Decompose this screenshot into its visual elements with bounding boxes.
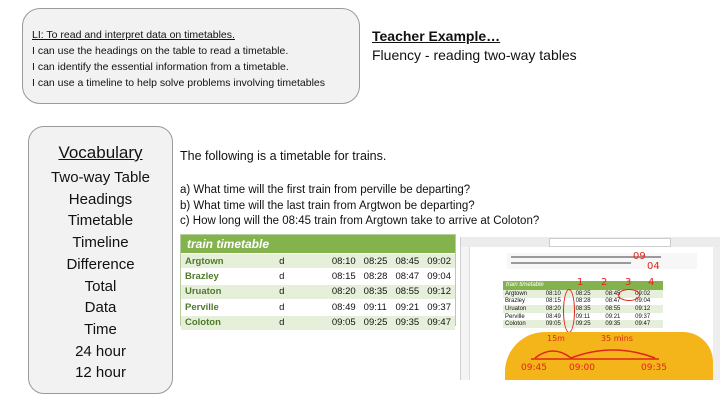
timetable-table [181,253,455,330]
annotation-arc-label: 35 mins [601,334,633,343]
time-cell: 09:02 [423,254,455,269]
screenshot-text-line [511,262,631,264]
vocabulary-item: Headings [68,190,133,208]
station-cell: Perville [181,300,275,315]
vocabulary-title: Vocabulary [58,143,143,162]
vocabulary-item: Timetable [67,212,134,230]
vocabulary-item: Data [84,299,117,317]
vocabulary-item: Time [84,320,117,338]
time-cell: 09:05 [328,315,360,330]
table-row [503,305,663,313]
time-cell: 08:49 [328,300,360,315]
vocabulary-item: Two-way Table [51,169,150,186]
time-cell: 08:25 [360,254,392,269]
station-cell: Argtown [181,254,275,269]
teacher-example-heading [372,27,577,65]
learning-objective-line-2: I can identify the essential information from a timetable. [32,61,289,73]
timetable-title: train timetable [181,235,455,253]
time-cell: 09:04 [423,269,455,284]
learning-objective-box [22,8,360,104]
time-cell: 09:35 [603,320,633,328]
intro-text: The following is a timetable for trains. [180,149,387,163]
learning-objective-line-3: I can use a timeline to help solve problems involving timetables [32,77,325,89]
annotation-arc-label: 15m [547,334,565,343]
table-row [181,254,455,269]
station-cell: Argtown [503,290,544,298]
time-cell: 08:15 [328,269,360,284]
table-row [503,320,663,328]
vocabulary-item: 12 hour [75,364,126,382]
screenshot-question-text [507,253,697,269]
annotated-screenshot [460,237,720,380]
type-cell: d [275,269,328,284]
time-cell: 09:21 [391,300,423,315]
station-cell: Uruaton [181,284,275,299]
time-cell: 08:25 [574,290,604,298]
time-cell: 08:47 [391,269,423,284]
time-cell: 09:47 [633,320,663,328]
vocabulary-box [28,126,173,394]
time-cell: 08:20 [544,305,574,313]
questions-list [180,183,539,230]
table-row [503,298,663,306]
time-cell: 09:25 [574,320,604,328]
type-cell: d [275,284,328,299]
table-row [181,315,455,330]
time-cell: 09:47 [423,315,455,330]
annotation-time: 09:45 [521,363,547,373]
vocabulary-item: Total [84,277,117,295]
annotation-circle [563,289,575,333]
table-row [181,300,455,315]
time-cell: 09:35 [391,315,423,330]
station-cell: Coloton [181,315,275,330]
station-cell: Coloton [503,320,544,328]
type-cell: d [275,315,328,330]
learning-objective-title: LI: To read and interpret data on timetables. [32,29,235,41]
screenshot-browser-tab [549,238,671,247]
time-cell: 08:20 [328,284,360,299]
question-b: b) What time will the last train from Argtwon be departing? [180,199,475,212]
time-cell: 08:28 [575,298,591,305]
teacher-example-title: Teacher Example… [372,28,501,44]
time-cell: 09:02 [633,290,663,298]
station-cell: Brazley [505,298,526,305]
type-cell: d [275,254,328,269]
learning-objective-line-1: I can use the headings on the table to read a timetable. [32,45,289,57]
train-timetable [180,234,456,329]
annotation-note: 09 [633,251,646,262]
question-c: c) How long will the 08:45 train from Argtown take to arrive at Coloton? [180,215,540,227]
screenshot-timetable-title: train timetable [503,281,663,290]
vocabulary-item: 24 hour [75,342,126,360]
time-cell: 08:35 [360,284,392,299]
time-cell: 09:11 [360,300,392,315]
timeline-arc [571,350,655,358]
time-cell: 09:04 [635,298,651,305]
station-cell: Perville [505,313,525,320]
timeline-arc [535,351,571,358]
time-cell: 09:37 [423,300,455,315]
time-cell: 08:15 [545,298,561,305]
time-cell: 08:55 [391,284,423,299]
time-cell: 08:55 [603,305,633,313]
time-cell: 09:12 [423,284,455,299]
time-cell: 09:21 [605,313,621,320]
type-cell: d [275,300,328,315]
time-cell: 09:25 [360,315,392,330]
time-cell: 09:37 [635,313,651,320]
annotation-column-number: 1 [577,277,584,288]
table-row [503,313,663,321]
annotation-circle [618,289,640,301]
time-cell: 09:11 [575,313,591,320]
annotation-time: 09:35 [641,363,667,373]
annotation-column-number: 3 [625,277,632,288]
time-cell: 08:10 [328,254,360,269]
annotation-column-number: 4 [648,277,655,288]
time-cell: 08:49 [545,313,561,320]
timeline-arcs [531,342,661,362]
station-cell: Uruaton [503,305,544,313]
screenshot-scrollbar [713,247,720,380]
annotation-column-number: 2 [601,277,608,288]
annotation-time: 09:00 [569,363,595,373]
screenshot-toolbar-left [461,247,470,380]
time-cell: 08:45 [603,290,633,298]
time-cell: 09:12 [633,305,663,313]
time-cell: 08:28 [360,269,392,284]
annotation-note: 04 [647,261,660,272]
question-a: a) What time will the first train from perville be departing? [180,184,471,196]
station-cell: Brazley [181,269,275,284]
vocabulary-item: Timeline [72,234,129,252]
table-row [181,269,455,284]
teacher-example-subtitle: Fluency - reading two-way tables [372,47,577,63]
time-cell: 08:35 [574,305,604,313]
table-row [181,284,455,299]
time-cell: 08:10 [544,290,574,298]
vocabulary-item: Difference [66,255,135,273]
time-cell: 08:47 [605,298,621,305]
time-cell: 08:45 [391,254,423,269]
time-cell: 09:05 [544,320,574,328]
